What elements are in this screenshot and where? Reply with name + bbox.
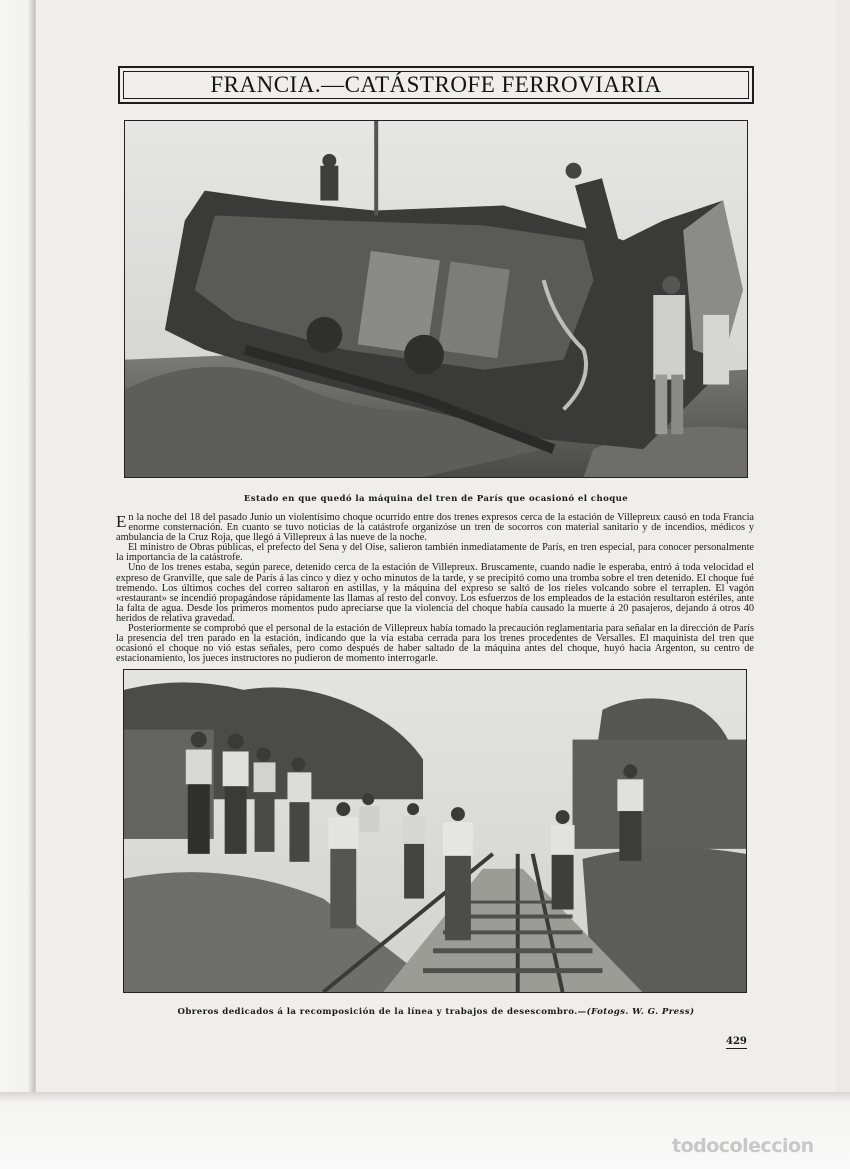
page-number: 429 <box>726 1036 747 1047</box>
photo-caption-locomotive: Estado en que quedó la máquina del tren de París que ocasionó el choque <box>243 494 629 504</box>
article-paragraph-4: Posteriormente se comprobó que el personal de la estación de Villepreux había tomado la precaución reglamentaria para señalar en la dirección de París la presencia del tren parado en la estación, indicando que la vía estaba cerrada para los trenes procedentes de Versalles. El maquinista del tren que ocasionó el choque no vió estas señales, pero como después de haber saltado de la máquina antes del choque, huyó hacia Argenton, su centro de estacionamiento, los jueces instructores no pudieron de momento interrogarle. <box>116 623 754 665</box>
photo-workers-image <box>124 670 746 992</box>
drop-cap: E <box>116 512 127 531</box>
photo-workers-repairing-track <box>123 669 747 993</box>
photo-credit: (Fotogs. W. G. Press) <box>586 1007 695 1017</box>
article-paragraph-2: El ministro de Obras públicas, el prefecto del Sena y del Oise, salieron también inmediatamente de París, en tren especial, para conocer personalmente la importancia de la catástrofe. <box>116 542 754 564</box>
photo-wrecked-locomotive-image <box>125 121 747 477</box>
watermark-logo: todocoleccion <box>672 1135 814 1157</box>
title-frame <box>118 66 754 104</box>
article-paragraph-1-text: n la noche del 18 del pasado Junio un violentísimo choque ocurrido entre dos trenes expresos cerca de la estación de Villepreux causó en toda Francia enorme consternación. En cuanto se tuvo noticias de la catástrofe organizóse un tren de socorros con material sanitario y de incendios, médicos y ambulancia de la Cruz Roja, que llegó á Villepreux á las nueve de la noche. <box>116 512 754 544</box>
scan-margin-bottom <box>0 1092 850 1169</box>
caption-text: Obreros dedicados á la recomposición de la línea y trabajos de desescombro.— <box>177 1007 587 1017</box>
article-paragraph-3: Uno de los trenes estaba, según parece, detenido cerca de la estación de Villepreux. Bruscamente, cuando nadie le esperaba, entró á toda velocidad el expreso de Granville, que sale de París á las cinco y diez y ocho minutos de la tarde, y se precipitó como una tromba sobre el tren detenido. El choque fué tremendo. Los últimos coches del correo saltaron en astillas, y la máquina del expreso se saltó de los rieles volcando sobre el terraplen. El vagón «restaurant» se incendió propagándose rápidamente las llamas al resto del convoy. Los esfuerzos de los empleados de la estación resultaron estériles, ante la falta de agua. Desde los primeros momentos pudo apreciarse que la violencia del choque había causado la muerte á 20 pasajeros, dejando á otros 40 heridos de relativa gravedad. <box>116 562 754 624</box>
article-body <box>116 513 754 664</box>
article-paragraph-1 <box>116 513 754 543</box>
photo-caption-workers <box>118 1007 754 1017</box>
photo-wrecked-locomotive <box>124 120 748 478</box>
page-title: FRANCIA.—CATÁSTROFE FERROVIARIA <box>210 72 662 97</box>
